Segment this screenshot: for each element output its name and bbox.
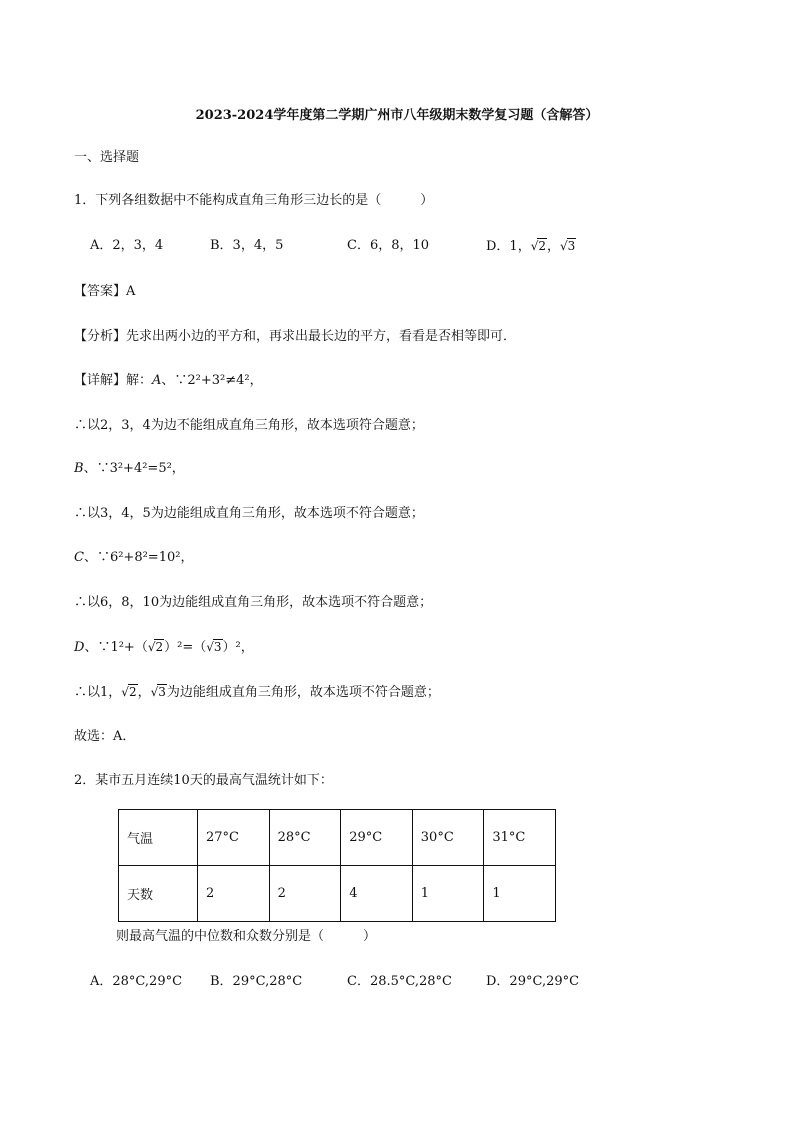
section-heading: 一、选择题 bbox=[74, 150, 140, 165]
q1-detail-b bbox=[74, 461, 185, 477]
conc-d-part-1: ∴以1， bbox=[74, 685, 122, 700]
q1-option-d-radicand-1: 2 bbox=[538, 239, 546, 253]
case-d-expr-3: ）²， bbox=[222, 640, 254, 655]
q1-option-d-sep: ， bbox=[547, 239, 561, 254]
q1-stem: 1．下列各组数据中不能构成直角三角形三边长的是（ ） bbox=[74, 193, 434, 208]
case-c-expr: 、∵6²+8²=10²， bbox=[83, 550, 194, 565]
q2-question: 则最高气温的中位数和众数分别是（ ） bbox=[116, 929, 377, 944]
conc-d-part-2: ， bbox=[137, 685, 151, 700]
q1-conclusion-d bbox=[74, 684, 440, 701]
table-cell: 30°C bbox=[412, 810, 484, 866]
case-d-letter: D bbox=[74, 640, 85, 655]
case-b-expr: 、∵3²+4²=5²， bbox=[83, 461, 185, 476]
q1-conclusion-c: ∴以6，8，10为边能组成直角三角形，故本选项不符合题意； bbox=[74, 595, 433, 610]
q2-option-b: B．29°C,28°C bbox=[210, 974, 303, 989]
q2-option-c: C．28.5°C,28°C bbox=[347, 974, 452, 989]
q1-option-d-prefix: D．1， bbox=[486, 239, 531, 254]
conc-d-part-3: 为边能组成直角三角形，故本选项不符合题意； bbox=[166, 685, 440, 700]
table-row bbox=[119, 810, 556, 866]
q1-detail-c bbox=[74, 550, 193, 566]
case-d-expr-2: ）²=（ bbox=[164, 640, 207, 655]
table-cell: 2 bbox=[198, 866, 270, 922]
q1-option-d bbox=[486, 238, 576, 255]
q1-choice: 故选：A． bbox=[74, 729, 136, 744]
q1-detail-a bbox=[74, 373, 263, 389]
case-b-letter: B bbox=[74, 461, 84, 476]
table-cell: 1 bbox=[412, 866, 484, 922]
temperature-table bbox=[118, 809, 556, 922]
table-cell: 4 bbox=[341, 866, 413, 922]
detail-label: 【详解】解： bbox=[74, 373, 153, 388]
q2-option-a: A．28°C,29°C bbox=[90, 974, 183, 989]
q1-conclusion-a: ∴以2，3，4为边不能组成直角三角形，故本选项符合题意； bbox=[74, 418, 424, 433]
sqrt-icon: √3 bbox=[206, 640, 222, 654]
q1-answer: 【答案】A bbox=[74, 284, 136, 299]
table-cell: 28°C bbox=[269, 810, 341, 866]
table-cell: 2 bbox=[269, 866, 341, 922]
case-d-expr-1: 、∵1²+（ bbox=[84, 640, 148, 655]
case-a-expr: 、∵2²+3²≠4²， bbox=[161, 373, 263, 388]
page-title: 2023-2024学年度第二学期广州市八年级期末数学复习题（含解答） bbox=[195, 108, 599, 123]
sqrt-icon: √2 bbox=[121, 685, 137, 699]
q1-option-c: C．6，8，10 bbox=[347, 238, 430, 253]
case-c-letter: C bbox=[74, 550, 84, 565]
sqrt-icon: √2 bbox=[530, 239, 546, 253]
conc-d-radicand-2: 3 bbox=[158, 685, 166, 699]
sqrt-icon: √2 bbox=[147, 640, 164, 654]
table-cell: 1 bbox=[484, 866, 556, 922]
table-header-temp: 气温 bbox=[119, 810, 198, 866]
table-header-days: 天数 bbox=[119, 866, 198, 922]
table-cell: 29°C bbox=[341, 810, 413, 866]
case-d-radicand-2: 3 bbox=[213, 640, 222, 654]
q2-stem: 2．某市五月连续10天的最高气温统计如下： bbox=[74, 773, 333, 788]
table-cell: 31°C bbox=[484, 810, 556, 866]
case-d-radicand-1: 2 bbox=[155, 640, 164, 654]
q1-detail-d bbox=[74, 639, 254, 656]
q1-option-a: A．2，3，4 bbox=[90, 238, 164, 253]
sqrt-icon: √3 bbox=[560, 239, 576, 253]
q1-analysis: 【分析】先求出两小边的平方和，再求出最长边的平方，看看是否相等即可． bbox=[74, 329, 517, 344]
q1-conclusion-b: ∴以3，4，5为边能组成直角三角形，故本选项不符合题意； bbox=[74, 506, 424, 521]
table-cell: 27°C bbox=[198, 810, 270, 866]
conc-d-radicand-1: 2 bbox=[128, 685, 137, 699]
table-row bbox=[119, 866, 556, 922]
case-a-letter: A bbox=[152, 373, 162, 388]
q1-option-d-radicand-2: 3 bbox=[567, 239, 576, 253]
q2-option-d: D．29°C,29°C bbox=[486, 974, 580, 989]
sqrt-icon: √3 bbox=[150, 685, 166, 699]
q1-option-b: B．3，4，5 bbox=[210, 238, 284, 253]
